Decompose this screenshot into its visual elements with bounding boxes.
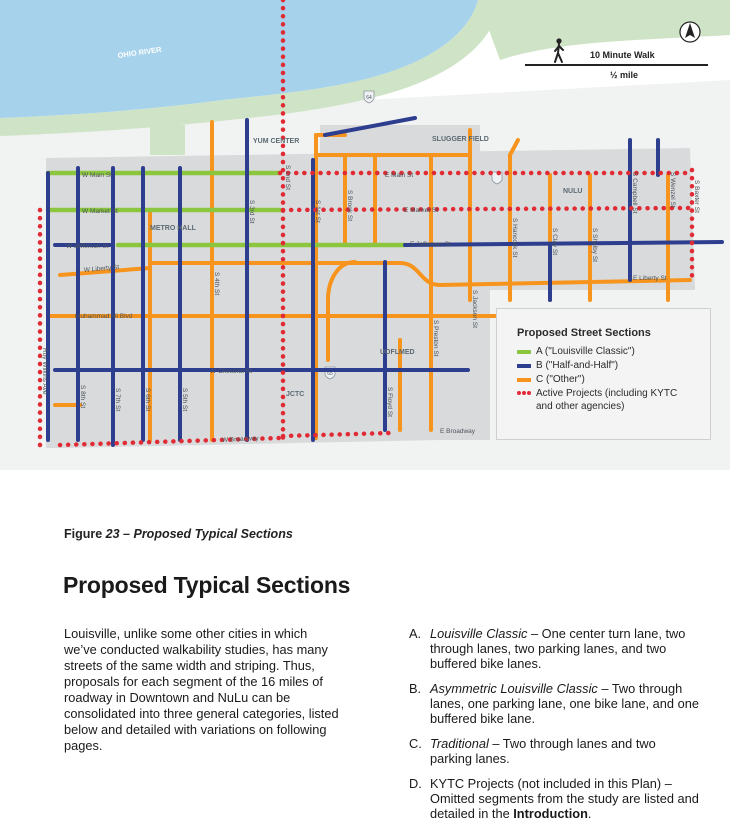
legend-label-c: C ("Other") [536, 374, 585, 385]
label-e-jefferson: E Jefferson St [410, 241, 451, 248]
label-w-main: W Main St [82, 172, 112, 179]
label-s-campbell: S Campbell St [631, 172, 638, 214]
list-item-text: – One center turn lane, two through lanes, two parking lanes, and two buffered bike lanes. [430, 626, 686, 671]
scale-walk-label: 10 Minute Walk [590, 50, 655, 60]
legend-swatch-b [517, 364, 531, 368]
list-item-c [409, 736, 699, 766]
list-letter: B. [409, 681, 422, 696]
legend-label-a: A ("Louisville Classic") [536, 346, 635, 357]
svg-text:65: 65 [327, 371, 333, 377]
list-item-name: Louisville Classic [430, 626, 528, 641]
list-letter: A. [409, 626, 422, 641]
label-metro-hall: METRO HALL [150, 225, 196, 232]
label-s-preston: S Preston St [432, 320, 439, 357]
list-item-d [409, 776, 699, 821]
legend-item-active [517, 387, 710, 413]
label-s-clay: S Clay St [551, 228, 558, 256]
label-jctc: JCTC [286, 391, 305, 398]
label-e-main: E Main St [385, 172, 414, 179]
label-e-market: E Market St [404, 207, 438, 214]
legend-item-b [517, 359, 710, 372]
caption-prefix: Figure [64, 527, 106, 541]
label-e-liberty: E Liberty St [633, 275, 667, 282]
list-letter: C. [409, 736, 422, 751]
label-nulu: NULU [563, 188, 583, 195]
section-heading: Proposed Typical Sections [63, 572, 351, 598]
label-w-broadway: W Broadway [221, 435, 259, 444]
list-item-name: Asymmetric Louisville Classic [430, 681, 598, 696]
label-s-6th: S 6th St [144, 388, 151, 412]
label-s-4th: S 4th St [213, 272, 220, 296]
river-label: OHIO RIVER [117, 44, 163, 60]
label-s-jackson: S Jackson St [471, 290, 478, 328]
label-s-hancock: S Hancock St [511, 218, 518, 258]
label-w-jefferson: W Jefferson St [66, 243, 109, 250]
label-slugger-field: SLUGGER FIELD [432, 136, 489, 143]
label-w-chestnut: W Chestnut St [210, 368, 252, 375]
list-item-name: Traditional [430, 736, 489, 751]
label-muhammad-ali: Muhammad Ali Blvd [75, 313, 133, 320]
label-roy-wilkins: Roy Wilkins Ave [41, 348, 48, 395]
label-s-2nd: S 2nd St [284, 165, 291, 190]
label-w-market: W Market St [82, 208, 118, 215]
legend-label-active: Active Projects (including KYTC and other agencies) [536, 388, 678, 412]
section-list [409, 626, 699, 831]
legend-swatch-a [517, 350, 531, 354]
label-s-7th: S 7th St [114, 388, 121, 412]
map-legend [496, 308, 711, 440]
caption-title: – Proposed Typical Sections [119, 527, 293, 541]
legend-swatch-c [517, 378, 531, 382]
legend-swatch-active [517, 391, 531, 395]
label-s-8th: S 8th St [79, 385, 86, 409]
list-item-text: – Two through lanes and two parking lanes. [430, 736, 656, 766]
body-paragraph: Louisville, unlike some other cities in which we’ve conducted walkability studies, has many streets of the same width and striping. Thus, proposals for each segment of the 16 miles of roadway in Downtown and NuLu can be consolidated into three general categories, listed below and detailed with variations on following pages. [64, 626, 339, 753]
label-s-baxter: S Baxter St [693, 180, 700, 213]
list-item-text: KYTC Projects (not included in this Plan) – Omitted segments from the study are listed and detailed in the [430, 776, 699, 821]
list-item-text: – Two through lanes, one parking lane, one bike lane, and one buffered bike lane. [430, 681, 699, 726]
svg-text:64: 64 [366, 95, 372, 101]
caption-number: 23 [105, 527, 120, 541]
interstate-shield-64 [364, 91, 374, 103]
label-s-brook: S Brook St [346, 190, 353, 222]
label-w-liberty: W Liberty St [83, 263, 120, 274]
park-block [150, 125, 185, 155]
north-arrow-icon [680, 22, 700, 42]
label-s-5th: S 5th St [181, 388, 188, 412]
legend-label-b: B ("Half-and-Half") [536, 360, 619, 371]
label-uofl-med: UOFLMED [380, 349, 415, 356]
list-item-bold: Introduction [513, 806, 588, 821]
figure-caption [64, 527, 293, 541]
label-yum-center: YUM CENTER [253, 138, 300, 145]
legend-item-c [517, 373, 710, 386]
label-s-floyd: S Floyd St [386, 387, 393, 417]
legend-item-a [517, 345, 710, 358]
label-s-shelby: S Shelby St [591, 228, 598, 262]
list-letter: D. [409, 776, 422, 791]
list-item-b [409, 681, 699, 726]
list-item-tail: . [587, 806, 592, 821]
label-s-1st: S 1st St [314, 200, 321, 223]
label-s-3rd: S 3rd St [248, 200, 255, 224]
label-s-wenzel: S Wenzel St [669, 172, 676, 208]
legend-title: Proposed Street Sections [517, 327, 651, 339]
scale-mile-label: ½ mile [610, 70, 639, 80]
label-e-broadway: E Broadway [440, 428, 476, 435]
list-item-a [409, 626, 699, 671]
